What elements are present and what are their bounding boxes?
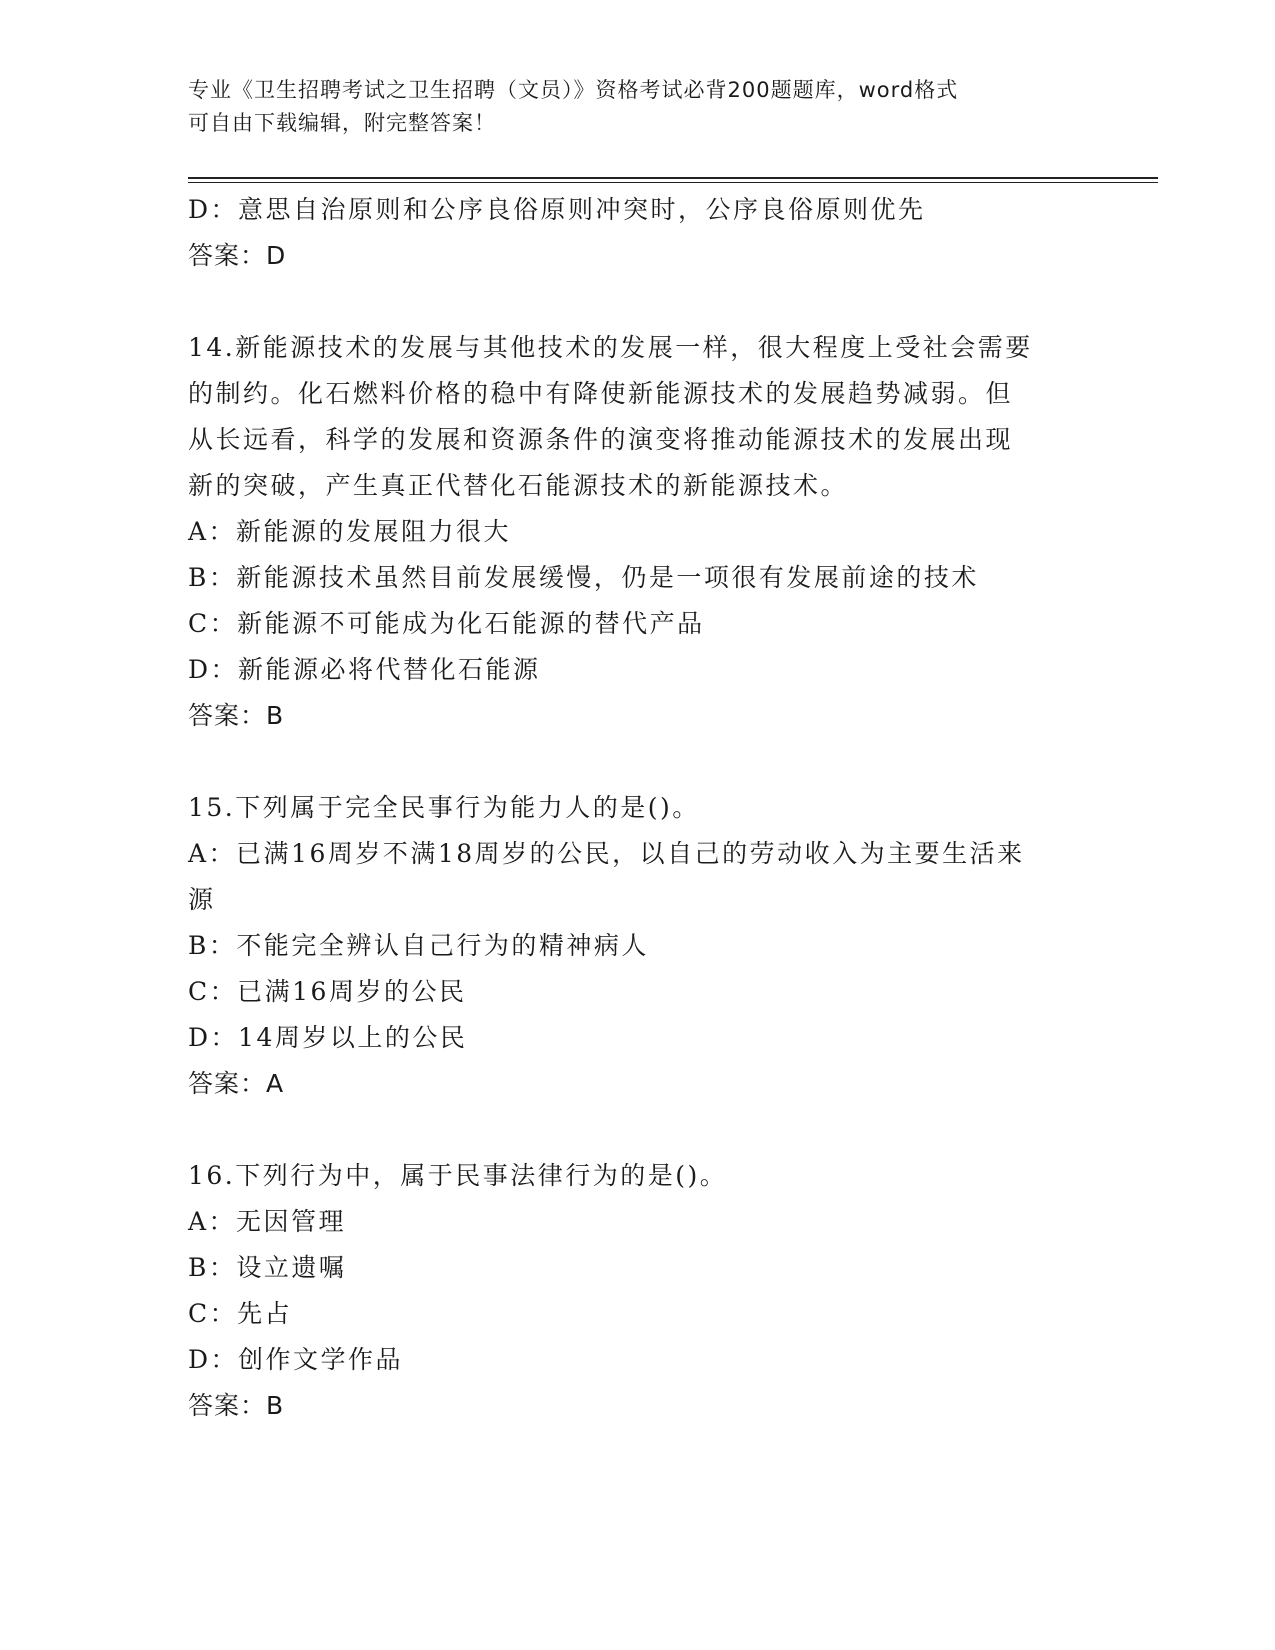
answer-line: 答案：B	[188, 701, 285, 730]
option-b: B：不能完全辨认自己行为的精神病人	[188, 931, 649, 960]
option-a-continued: 源	[188, 885, 216, 914]
header-divider-thin	[188, 182, 1158, 183]
option-a: A：新能源的发展阻力很大	[188, 517, 512, 546]
document-header	[188, 74, 1068, 140]
option-a: A：无因管理	[188, 1207, 347, 1236]
question-stem-line: 14.新能源技术的发展与其他技术的发展一样，很大程度上受社会需要	[188, 333, 1033, 362]
header-title-line-1: 专业《卫生招聘考试之卫生招聘（文员）》资格考试必背200题题库，word格式	[188, 78, 959, 102]
spacer	[188, 279, 1088, 325]
question-stem-line: 15.下列属于完全民事行为能力人的是()。	[188, 793, 700, 822]
question-stem-line: 的制约。化石燃料价格的稳中有降使新能源技术的发展趋势减弱。但	[188, 379, 1014, 408]
option-b: B：设立遗嘱	[188, 1253, 347, 1282]
question-stem-line: 从长远看，科学的发展和资源条件的演变将推动能源技术的发展出现	[188, 425, 1014, 454]
option-d: D：意思自治原则和公序良俗原则冲突时，公序良俗原则优先	[188, 195, 926, 224]
question-16	[188, 1153, 1088, 1429]
option-d: D：新能源必将代替化石能源	[188, 655, 541, 684]
option-c: C：新能源不可能成为化石能源的替代产品	[188, 609, 705, 638]
question-14	[188, 325, 1088, 739]
option-d: D：创作文学作品	[188, 1345, 404, 1374]
option-c: C：已满16周岁的公民	[188, 977, 467, 1006]
option-d: D：14周岁以上的公民	[188, 1023, 468, 1052]
header-title-line-2: 可自由下载编辑，附完整答案！	[188, 111, 496, 135]
answer-line: 答案：D	[188, 241, 287, 270]
previous-question-tail	[188, 187, 1088, 279]
option-a: A：已满16周岁不满18周岁的公民，以自己的劳动收入为主要生活来	[188, 839, 1025, 868]
spacer	[188, 739, 1088, 785]
answer-line: 答案：A	[188, 1069, 285, 1098]
answer-line: 答案：B	[188, 1391, 285, 1420]
option-b: B：新能源技术虽然目前发展缓慢，仍是一项很有发展前途的技术	[188, 563, 979, 592]
header-divider-thick	[188, 177, 1158, 179]
question-15	[188, 785, 1088, 1107]
question-stem-line: 新的突破，产生真正代替化石能源技术的新能源技术。	[188, 471, 849, 500]
question-list	[188, 187, 1088, 1429]
option-c: C：先占	[188, 1299, 293, 1328]
spacer	[188, 1107, 1088, 1153]
question-stem-line: 16.下列行为中，属于民事法律行为的是()。	[188, 1161, 728, 1190]
